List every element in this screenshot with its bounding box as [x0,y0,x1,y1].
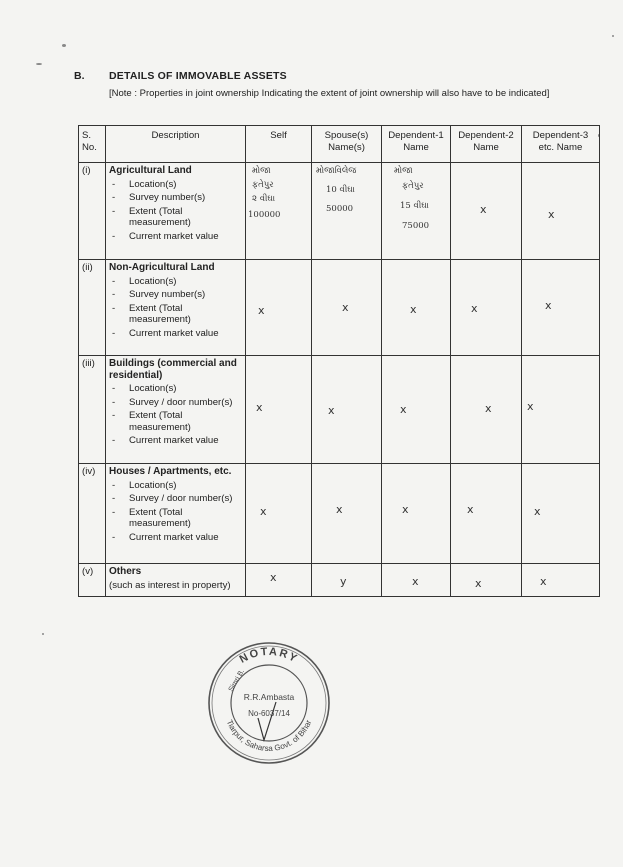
cross-mark: x [402,503,409,516]
cross-mark: x [412,575,419,588]
header-dependent-3: Dependent-3 etc. Name [522,126,600,163]
header-dependent-1: Dependent-1 Name [382,126,451,163]
stamp-name: R.R.Ambasta [243,692,295,702]
notary-stamp [206,640,332,766]
row-item: - Extent (Total measurement) [109,303,242,326]
scan-speck [62,44,66,47]
header-sno: S. No. [79,126,106,163]
stamp-reg: No-6037/14 [248,709,290,718]
cell-dependent-2 [451,356,522,464]
cell-spouse [312,163,382,260]
cross-mark: x [270,571,277,584]
cell-dependent-3 [522,163,600,260]
cell-dependent-1 [382,356,451,464]
row-serial: (iv) [79,464,106,564]
cell-spouse [312,356,382,464]
row-item: - Current market value [109,532,242,544]
cell-dependent-2 [451,163,522,260]
cross-mark: x [258,304,265,317]
cross-mark: x [540,575,547,588]
row-category: Houses / Apartments, etc. [109,466,232,477]
row-item: - Survey number(s) [109,192,242,204]
row-item: - Survey / door number(s) [109,493,242,505]
row-item: - Location(s) [109,480,242,492]
signature-mark [258,702,276,740]
cell-self [246,260,312,356]
cell-dependent-1 [382,564,451,597]
cell-spouse [312,564,382,597]
handwritten-value: 50000 [326,204,354,214]
table-row [79,464,600,564]
cell-dependent-2 [451,260,522,356]
cross-mark: x [467,503,474,516]
svg-text:NOTARY [238,646,301,666]
cross-mark: x [256,401,263,414]
row-item: - Location(s) [109,383,242,395]
cross-mark: x [342,301,349,314]
handwritten-value: મોજા [252,166,271,176]
row-category: Buildings (commercial and residential) [109,358,237,381]
scan-speck [612,35,614,37]
row-item: - Current market value [109,435,242,447]
row-item: (such as interest in property) [109,579,231,591]
cross-mark: x [400,403,407,416]
section-note: [Note : Properties in joint ownership Indicating the extent of joint ownership will also have to be indicated] [109,88,550,99]
cross-mark: y [340,575,347,588]
section-letter: B. [74,70,85,82]
cell-dependent-3 [522,260,600,356]
row-description [106,464,246,564]
stamp-ring-text: Tiarpur, Saharsa Govt. of Bihar [224,718,314,754]
handwritten-value: 10 વીઘા [326,185,355,195]
cell-dependent-3 [522,356,600,464]
row-item: - Extent (Total measurement) [109,507,242,530]
row-item: - Survey / door number(s) [109,397,242,409]
stamp-left-text: Simri B. [227,668,246,693]
cell-dependent-1 [382,464,451,564]
cross-mark: x [260,505,267,518]
handwritten-value: ૨ વીઘા [252,194,276,204]
row-description [106,260,246,356]
scan-speck [42,633,44,635]
row-serial: (ii) [79,260,106,356]
cell-spouse [312,464,382,564]
cell-dependent-3 [522,464,600,564]
handwritten-value: ફતેપુર [252,180,274,190]
row-item: - Current market value [109,328,242,340]
row-category: Others [109,566,142,577]
table-row [79,163,600,260]
handwritten-value: 75000 [402,221,430,231]
row-item: - Current market value [109,231,242,243]
header-spouse: Spouse(s) Name(s) [312,126,382,163]
cross-mark: x [336,503,343,516]
cell-self [246,564,312,597]
table-row [79,356,600,464]
handwritten-value: મોજા [394,166,413,176]
table-row [79,260,600,356]
cross-mark: x [485,402,492,415]
cell-dependent-2 [451,464,522,564]
row-item: - Extent (Total measurement) [109,206,242,229]
cell-dependent-1 [382,163,451,260]
cross-mark: x [545,299,552,312]
row-description [106,163,246,260]
table-row [79,564,600,597]
stamp-top-text: NOTARY [237,645,301,666]
scan-speck [36,63,42,65]
row-serial: (v) [79,564,106,597]
immovable-assets-table [78,125,600,597]
cell-dependent-1 [382,260,451,356]
header-description: Description [106,126,246,163]
header-dependent-2: Dependent-2 Name [451,126,522,163]
handwritten-value: 100000 [248,210,281,220]
cell-self [246,464,312,564]
row-category: Agricultural Land [109,165,192,176]
cell-self [246,356,312,464]
cell-dependent-2 [451,564,522,597]
cross-mark: x [534,505,541,518]
cell-dependent-3 [522,564,600,597]
section-title: DETAILS OF IMMOVABLE ASSETS [109,70,287,82]
cross-mark: x [548,208,555,221]
row-serial: (iii) [79,356,106,464]
row-description [106,356,246,464]
cross-mark: x [475,577,482,590]
row-item: - Location(s) [109,179,242,191]
cross-mark: x [410,303,417,316]
cross-mark: x [480,203,487,216]
handwritten-value: મોજાવિલેજ [316,166,357,176]
handwritten-value: ફતેપુર [402,181,424,191]
row-item: - Location(s) [109,276,242,288]
cell-self [246,163,312,260]
header-self: Self [246,126,312,163]
row-item: - Extent (Total measurement) [109,410,242,433]
row-item: - Survey number(s) [109,289,242,301]
cross-mark: x [471,302,478,315]
row-category: Non-Agricultural Land [109,262,215,273]
table-header-row [79,126,600,163]
row-serial: (i) [79,163,106,260]
cell-spouse [312,260,382,356]
row-description [106,564,246,597]
cross-mark: x [328,404,335,417]
handwritten-value: 15 વીઘા [400,201,429,211]
cross-mark: x [527,400,534,413]
